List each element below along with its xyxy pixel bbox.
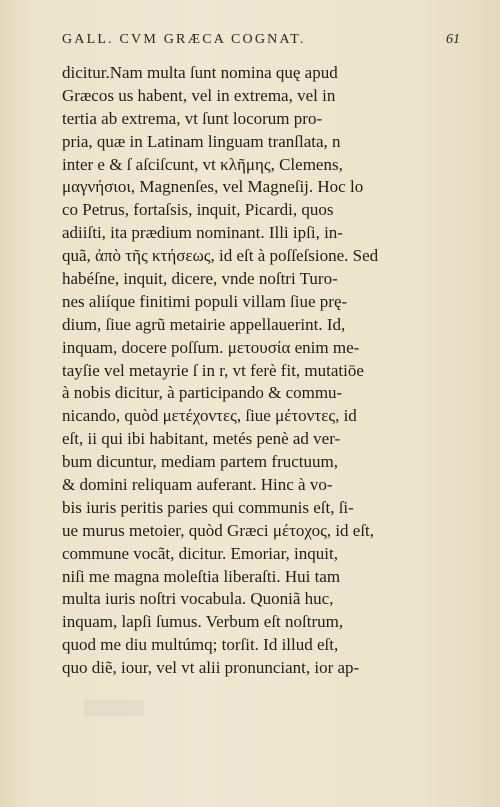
text-line: commune vocãt, dicitur. Emoriar, inquit,: [62, 543, 338, 563]
running-title: GALL. CVM GRÆCA COGNAT.: [62, 32, 306, 47]
text-line: niſi me magna moleſtia liberaſti. Hui tam: [62, 566, 341, 586]
text-line: inter e & ſ aſciſcunt, vt κλῆμης, Clemens,: [62, 154, 343, 174]
text-line: ue murus metoier, quòd Græci μέτοχος, id eſt,: [62, 520, 375, 540]
text-line: dium, ſiue agrũ metairie appellauerint. Id,: [62, 314, 346, 334]
text-line: pria, quæ in Latinam linguam tranſlata, n: [62, 131, 341, 151]
text-line: bum dicuntur, mediam partem fructuum,: [62, 452, 338, 472]
show-through-stain: [84, 700, 144, 716]
text-line: bis iuris peritis paries qui communis eſt, ſi-: [62, 497, 354, 517]
text-line: adiiſti, ita prædium nominant. Illi ipſi, in-: [62, 223, 343, 243]
text-line: inquam, lapſi ſumus. Verbum eſt noſtrum,: [62, 612, 344, 632]
text-line: habéſne, inquit, dicere, vnde noſtri Turo-: [62, 269, 338, 289]
text-line: inquam, docere poſſum. μετουσία enim me-: [62, 337, 360, 357]
page-number: 61: [446, 32, 460, 47]
text-line: nicando, quòd μετέχοντες, ſiue μέτοντες, id: [62, 406, 357, 426]
text-line: nes aliíque finitimi populi villam ſiue prę-: [62, 291, 348, 311]
text-line: tayſie vel metayrie ſ in r, vt ferè fit, mutatiōe: [62, 360, 364, 380]
text-line: à nobis dicitur, à participando & commu-: [62, 383, 343, 403]
text-line: multa iuris noſtri vocabula. Quoniã huc,: [62, 589, 334, 609]
text-line: eſt, ii qui ibi habitant, metés penè ad ver-: [62, 429, 341, 449]
text-line: μαγνήσιοι, Magnenſes, vel Magneſij. Hoc lo: [62, 177, 364, 197]
text-line: & domini reliquam auferant. Hinc à vo-: [62, 475, 333, 495]
text-line: co Petrus, fortaſsis, inquit, Picardi, quos: [62, 200, 334, 220]
text-line: dicitur.Nam multa ſunt nomina quę apud: [62, 63, 338, 82]
text-line: quod me diu multúmq; torſit. Id illud eſt,: [62, 635, 339, 655]
text-line: quo diẽ, iour, vel vt alii pronunciant, ior ap-: [62, 658, 360, 678]
text-line: quã, ἀπὸ τῆς κτήσεως, id eſt à poſſeſsione. Sed: [62, 246, 379, 266]
text-line: tertia ab extrema, vt ſunt locorum pro-: [62, 108, 323, 128]
body-text: [62, 62, 444, 680]
text-line: Græcos us habent, vel in extrema, vel in: [62, 85, 336, 105]
